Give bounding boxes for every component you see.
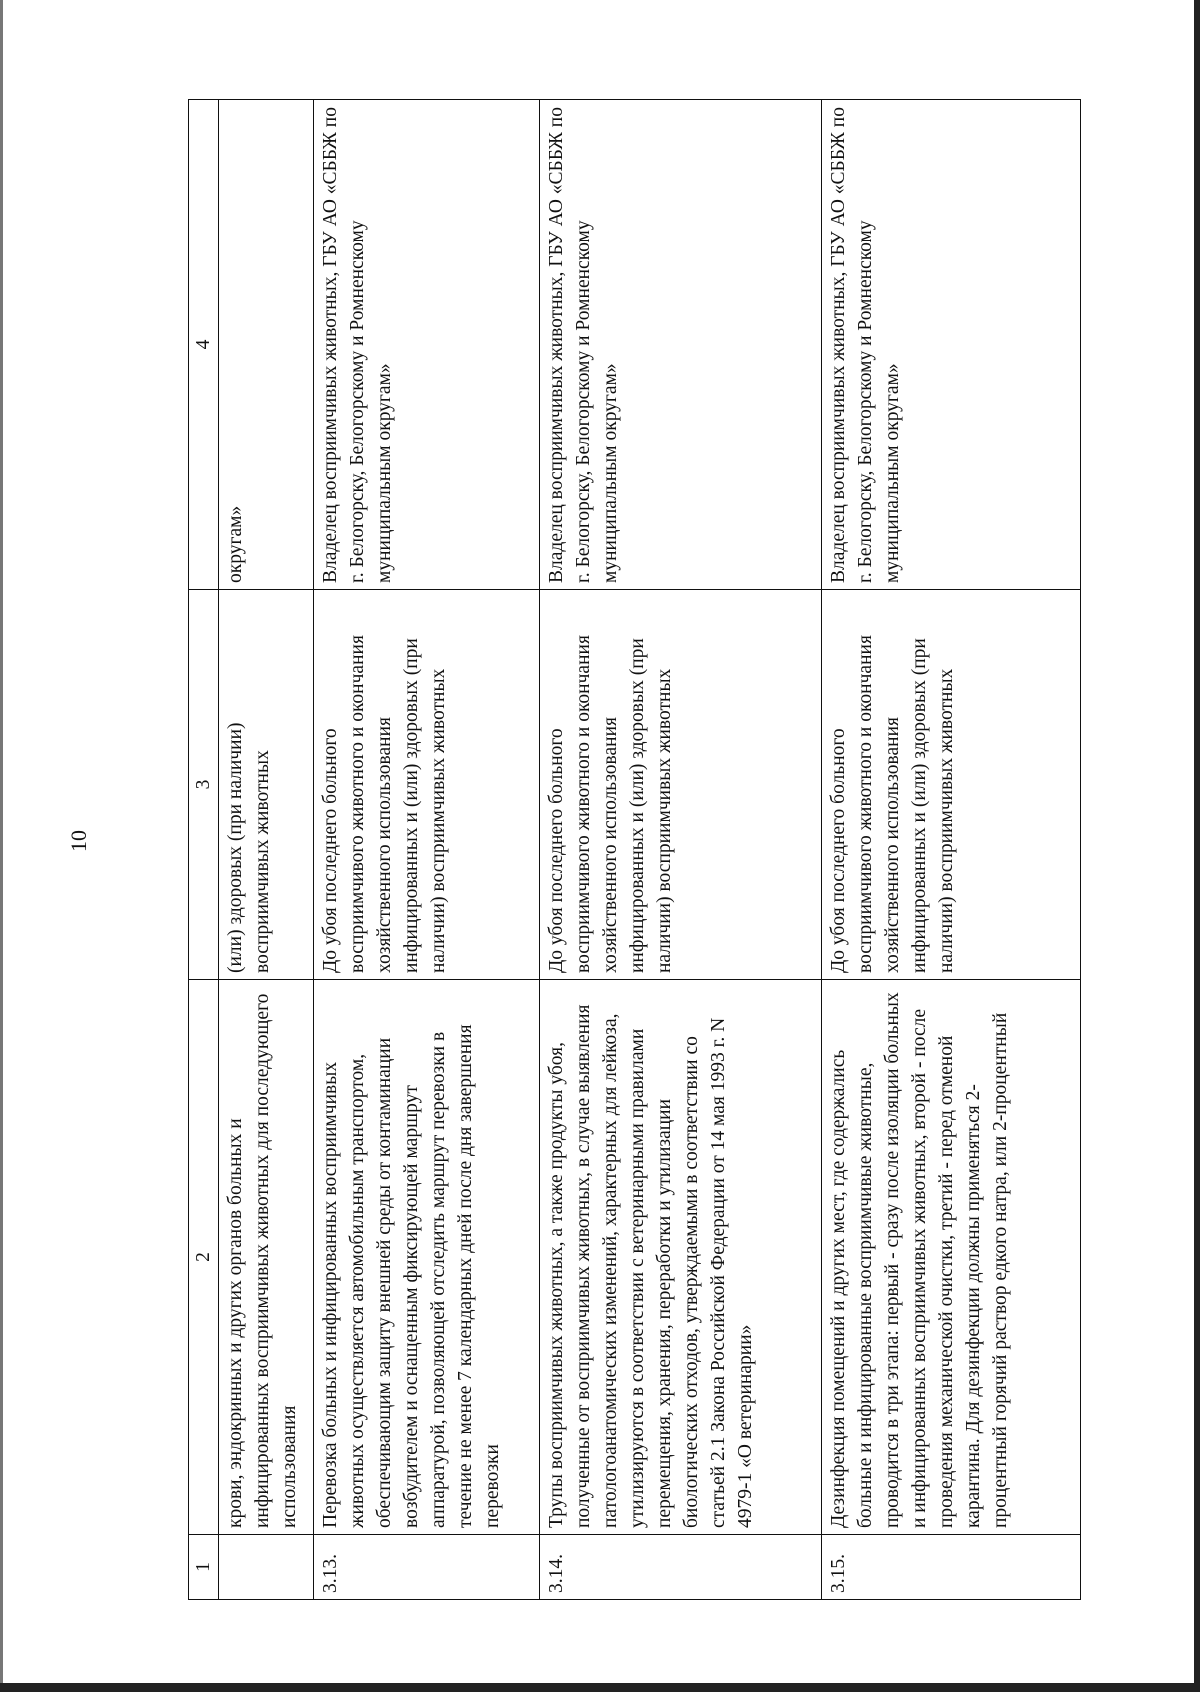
measure-cell: Трупы восприимчивых животных, а также продукты убоя, полученные от восприимчивых животных, в случае выявления патологоанатомических изменений, характерных для лейкоза, утилизируются в соответствии с ветеринарными правилами перемещения, хранения, переработки и утилизации биологических отходов, утверждаемыми в соответствии со статьей 2.1 Закона Российской Федерации от 14 мая 1993 г. N 4979-1 «О ветеринарии» [540, 980, 822, 1535]
term-cell: До убоя последнего больного восприимчивого животного и окончания хозяйственного использования инфицированных и (или) здоровых (при наличии) восприимчивых животных [540, 590, 822, 980]
table-row [314, 100, 540, 1600]
responsible-cell: Владелец восприимчивых животных, ГБУ АО «СББЖ по г. Белогорску, Белогорскому и Ромненскому муниципальным округам» [822, 100, 1081, 590]
term-cell: До убоя последнего больного восприимчивого животного и окончания хозяйственного использования инфицированных и (или) здоровых (при наличии) восприимчивых животных [314, 590, 540, 980]
measures-table [188, 99, 1081, 1600]
header-col-3: 3 [189, 590, 219, 980]
term-cell: (или) здоровых (при наличии) восприимчивых животных [219, 590, 314, 980]
row-number: 3.13. [314, 1535, 540, 1600]
row-number: 3.15. [822, 1535, 1081, 1600]
header-col-4: 4 [189, 100, 219, 590]
table-row [822, 100, 1081, 1600]
responsible-cell: округам» [219, 100, 314, 590]
page-number: 10 [66, 830, 91, 852]
term-cell: До убоя последнего больного восприимчивого животного и окончания хозяйственного использования инфицированных и (или) здоровых (при наличии) восприимчивых животных [822, 590, 1081, 980]
header-col-2: 2 [189, 980, 219, 1535]
header-col-1: 1 [189, 1535, 219, 1600]
measure-cell: Перевозка больных и инфицированных восприимчивых животных осуществляется автомобильным транспортом, обеспечивающим защиту внешней среды от контаминации возбудителем и оснащенным фиксирующей маршрут аппаратурой, позволяющей отследить маршрут перевозки в течение не менее 7 календарных дней после дня завершения перевозки [314, 980, 540, 1535]
measure-cell: крови, эндокринных и других органов больных и инфицированных восприимчивых животных для последующего использования [219, 980, 314, 1535]
responsible-cell: Владелец восприимчивых животных, ГБУ АО «СББЖ по г. Белогорску, Белогорскому и Ромненскому муниципальным округам» [540, 100, 822, 590]
measure-cell: Дезинфекция помещений и других мест, где содержались больные и инфицированные восприимчивые животные, проводится в три этапа: первый - сразу после изоляции больных и инфицированных восприимчивых животных, второй - после проведения механической очистки, третий - перед отменой карантина. Для дезинфекции должны применяться 2-процентный горячий раствор едкого натра, или 2-процентный [822, 980, 1081, 1535]
row-number: 3.14. [540, 1535, 822, 1600]
table-row [540, 100, 822, 1600]
responsible-cell: Владелец восприимчивых животных, ГБУ АО «СББЖ по г. Белогорску, Белогорскому и Ромненскому муниципальным округам» [314, 100, 540, 590]
row-number [219, 1535, 314, 1600]
table-header-row [189, 100, 219, 1600]
table-row [219, 100, 314, 1600]
